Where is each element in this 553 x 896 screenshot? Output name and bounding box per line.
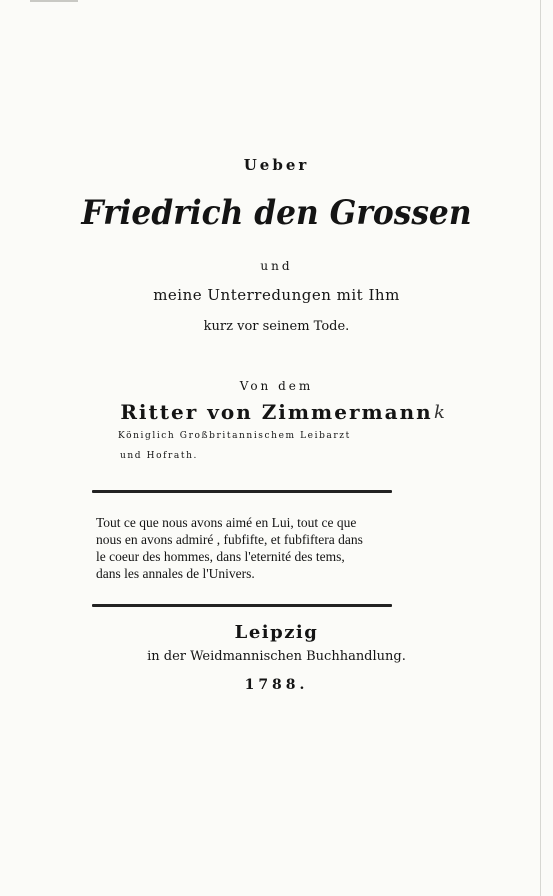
subtitle-line-1: meine Unterredungen mit Ihm bbox=[153, 286, 400, 304]
imprint-publisher: in der Weidmannischen Buchhandlung. bbox=[147, 649, 406, 664]
epigraph-line: le coeur des hommes, dans l'eternité des tems, bbox=[96, 549, 345, 564]
title-und: und bbox=[260, 259, 293, 273]
epigraph-line: Tout ce que nous avons aimé en Lui, tout ce que bbox=[96, 515, 357, 530]
margin-note: k bbox=[434, 402, 445, 423]
author-name: Ritter von Zimmermann bbox=[120, 400, 433, 424]
title-ueber: Ueber bbox=[243, 156, 310, 174]
subtitle-line-2: kurz vor seinem Tode. bbox=[203, 319, 350, 334]
author-title-line-2: und Hofrath. bbox=[120, 451, 198, 461]
imprint-year: 1788. bbox=[244, 677, 309, 693]
by-line: Von dem bbox=[239, 379, 314, 393]
epigraph-line: dans les annales de l'Univers. bbox=[96, 566, 255, 581]
author-title-line-1: Königlich Großbritannischem Leibarzt bbox=[118, 431, 351, 441]
page-edge bbox=[540, 0, 541, 896]
epigraph-line: nous en avons admiré , fubfifte, et fubfiftera dans bbox=[96, 532, 363, 547]
imprint-place: Leipzig bbox=[234, 622, 319, 643]
epigraph bbox=[96, 514, 396, 582]
main-title: Friedrich den Grossen bbox=[81, 193, 472, 233]
divider-rule-bottom bbox=[92, 604, 392, 607]
divider-rule-top bbox=[92, 490, 392, 493]
scan-edge-mark bbox=[30, 0, 78, 2]
